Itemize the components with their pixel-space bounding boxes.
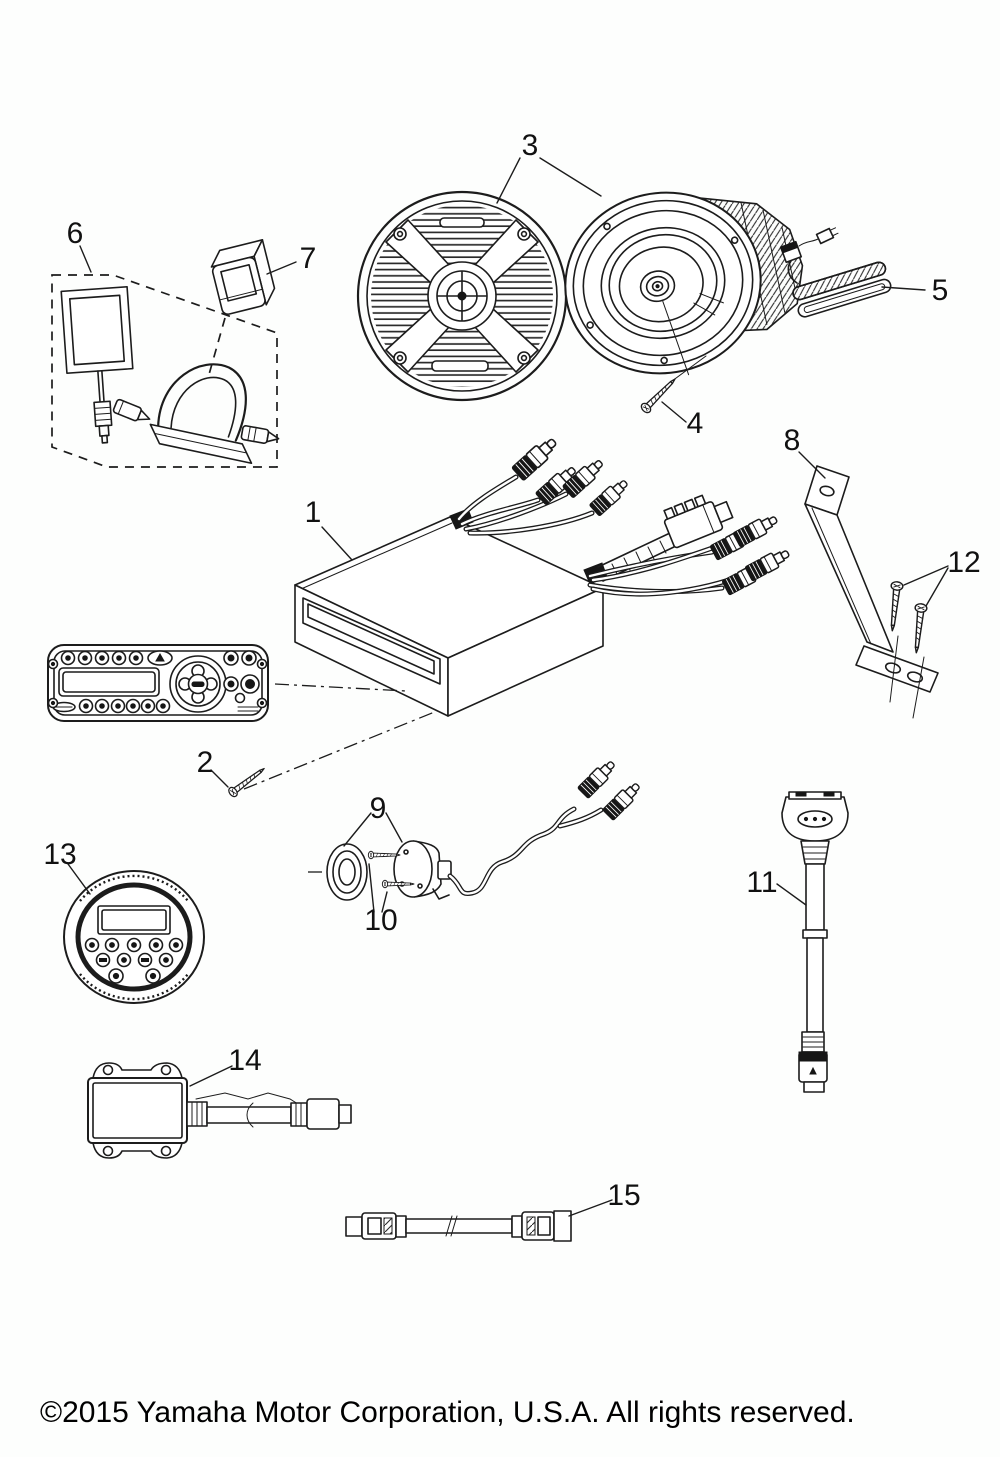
svg-text:8: 8 (783, 424, 801, 457)
cradle-plug-right (241, 425, 280, 445)
svg-text:15: 15 (607, 1179, 641, 1212)
part-9-aux-jack (304, 758, 643, 900)
part-2-screw (227, 764, 267, 798)
svg-text:4: 4 (686, 407, 704, 440)
callout-10 (364, 864, 397, 937)
callout-5 (882, 274, 948, 307)
cradle (147, 353, 270, 463)
callout-12 (904, 546, 981, 606)
svg-text:13: 13 (43, 838, 77, 871)
callout-14 (190, 1044, 262, 1086)
part-14-control-module (88, 1063, 351, 1158)
jack-mount-plate (394, 841, 432, 897)
part-11-ipod-cable (782, 792, 848, 1092)
antenna-pad (61, 287, 138, 445)
svg-text:9: 9 (369, 792, 387, 825)
alignment-dash (208, 318, 225, 378)
svg-text:11: 11 (746, 866, 778, 899)
part-1-head-unit (295, 435, 792, 716)
svg-text:10: 10 (364, 904, 398, 937)
callout-11 (746, 866, 806, 905)
rca-plug (589, 477, 631, 517)
callout-2 (197, 746, 228, 787)
part-13-remote-control (64, 871, 204, 1003)
part-15-extension-cable (346, 1211, 571, 1241)
callout-6 (67, 217, 91, 272)
rca-plug (512, 435, 561, 481)
svg-text:12: 12 (947, 546, 981, 579)
rca-plug (577, 758, 618, 799)
callout-7 (267, 242, 316, 275)
callout-3 (497, 129, 601, 203)
callout-1 (305, 496, 352, 560)
rca-plug (733, 512, 780, 547)
part-7-holder-bracket (208, 240, 278, 316)
head-unit-harness (590, 488, 792, 595)
cradle-plug-left (113, 399, 153, 426)
head-unit-rca-bundle-top (459, 435, 631, 533)
copyright-text: ©2015 Yamaha Motor Corporation, U.S.A. All rights reserved. (40, 1396, 855, 1429)
callout-4 (662, 402, 703, 440)
svg-text:5: 5 (931, 274, 949, 307)
part-3-speaker-front (358, 192, 566, 400)
svg-text:14: 14 (228, 1044, 262, 1077)
part-3-speaker-rear (548, 166, 819, 396)
faceplate-dpad (170, 656, 226, 712)
rca-plug (602, 780, 643, 821)
svg-text:6: 6 (66, 217, 84, 250)
callout-9 (344, 792, 402, 846)
callout-15 (569, 1179, 641, 1216)
alignment-axis (244, 711, 437, 789)
svg-text:2: 2 (196, 746, 214, 779)
svg-text:3: 3 (521, 129, 539, 162)
svg-text:7: 7 (299, 242, 317, 275)
svg-text:1: 1 (304, 496, 322, 529)
rca-plug (745, 546, 792, 581)
callout-13 (43, 838, 90, 894)
